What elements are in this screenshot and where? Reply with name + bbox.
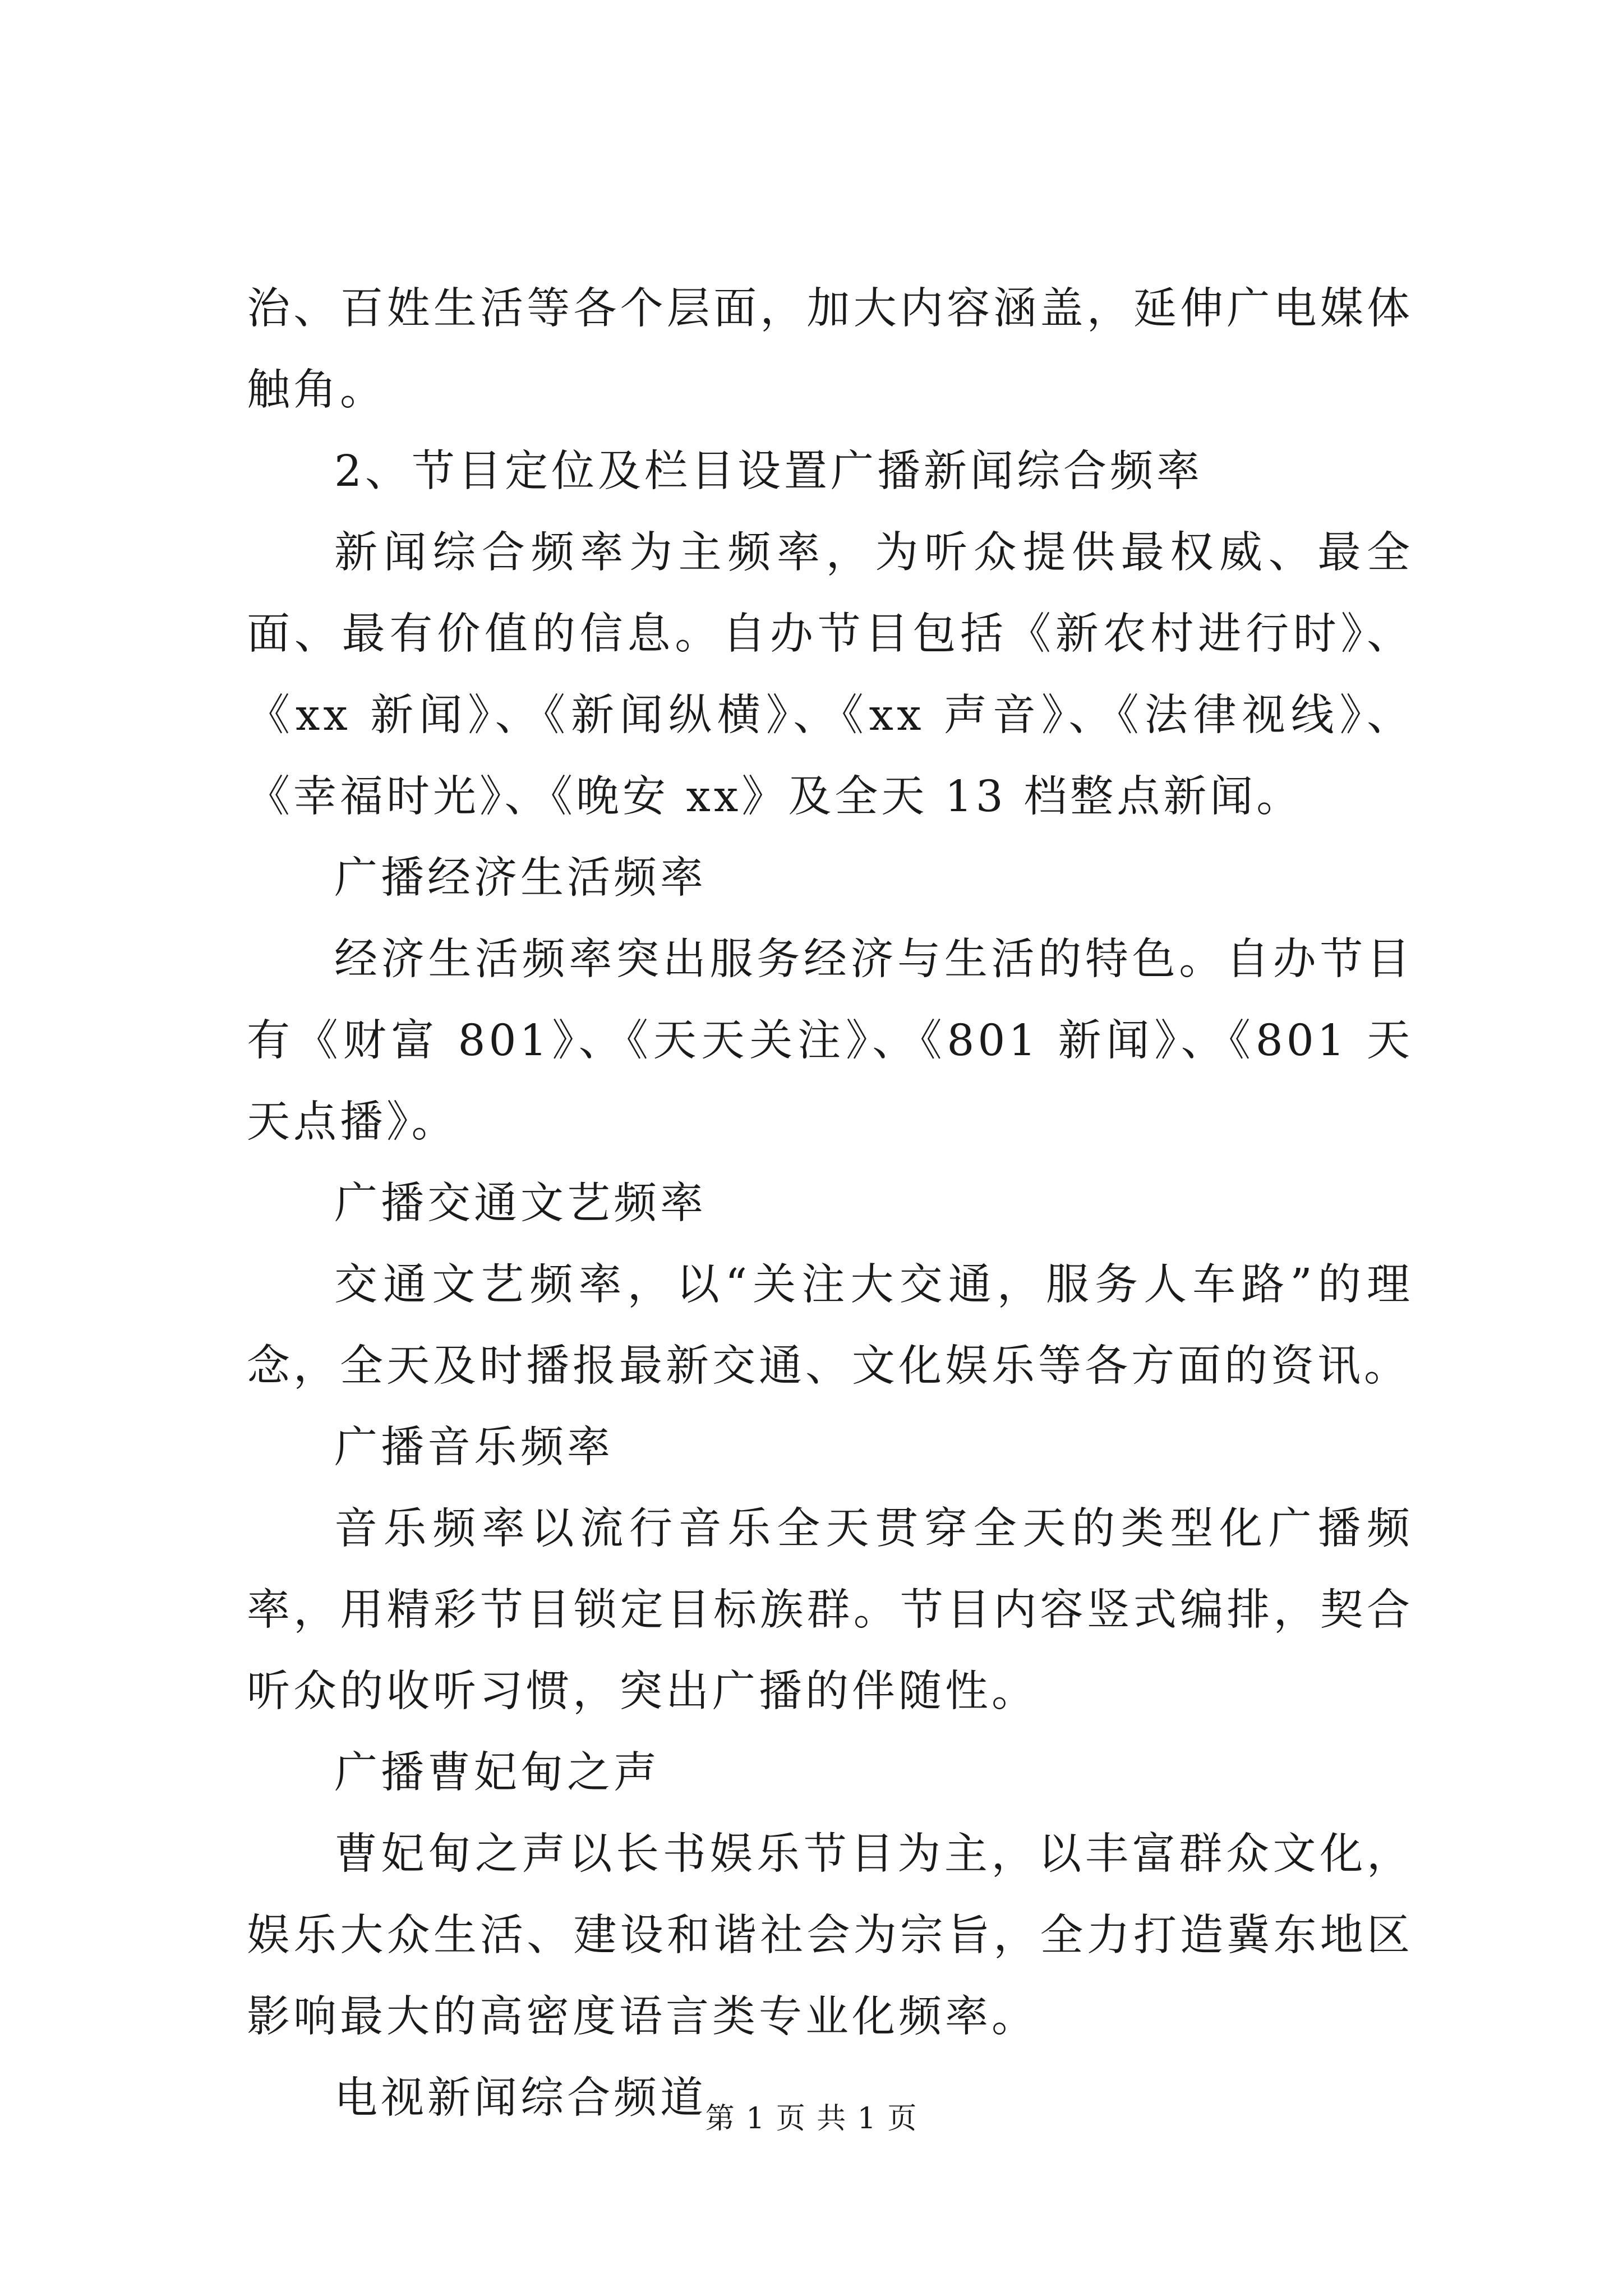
section-heading: 广播音乐频率 — [334, 1423, 614, 1473]
page-footer: 第 1 页 共 1 页 — [705, 2102, 918, 2136]
section-heading: 广播曹妃甸之声 — [334, 1748, 660, 1798]
section-heading: 广播经济生活频率 — [334, 853, 707, 903]
section-heading: 2、节目定位及栏目设置广播新闻综合频率 — [334, 447, 1203, 496]
paragraph-caofeidian-channel: 曹妃甸之声以长书娱乐节目为主，以丰富群众文化，娱乐大众生活、建设和谐社会为宗旨，全力打造冀东地区影响最大的高密度语言类专业化频率。 — [247, 1829, 1413, 2042]
paragraph-continuation: 治、百姓生活等各个层面，加大内容涵盖，延伸广电媒体触角。 — [247, 284, 1413, 415]
paragraph-economy-channel: 经济生活频率突出服务经济与生活的特色。自办节目有《财富 801》、《天天关注》、《801 新闻》、《801 天天点播》。 — [247, 935, 1413, 1147]
section-heading: 广播交通文艺频率 — [334, 1179, 707, 1228]
paragraph-news-channel: 新闻综合频率为主频率，为听众提供最权威、最全面、最有价值的信息。自办节目包括《新农村进行时》、《xx 新闻》、《新闻纵横》、《xx 声音》、《法律视线》、《幸福时光》、《晚安 xx》及全天 13 档整点新闻。 — [247, 528, 1413, 822]
section-heading: 电视新闻综合频道 — [334, 2073, 707, 2123]
paragraph-traffic-channel: 交通文艺频率，以“关注大交通，服务人车路”的理念，全天及时播报最新交通、文化娱乐等各方面的资讯。 — [247, 1260, 1413, 1391]
paragraph-music-channel: 音乐频率以流行音乐全天贯穿全天的类型化广播频率，用精彩节目锁定目标族群。节目内容竖式编排，契合听众的收听习惯，突出广播的伴随性。 — [247, 1504, 1413, 1717]
document-body — [247, 268, 1413, 2139]
